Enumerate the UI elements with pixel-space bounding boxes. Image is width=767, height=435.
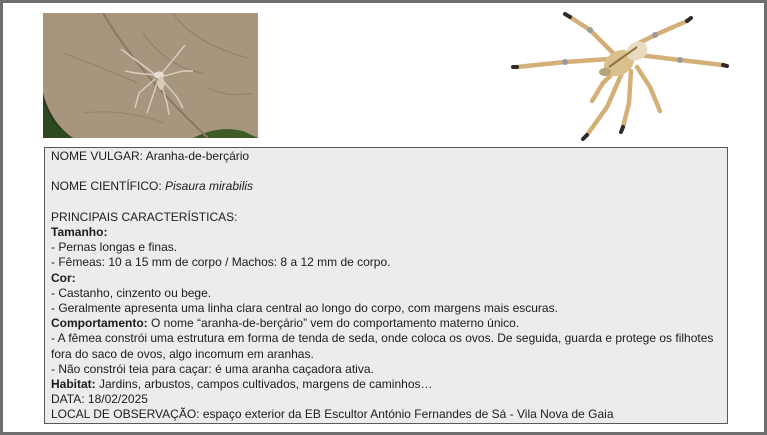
scientific-name-value: Pisaura mirabilis — [165, 179, 254, 194]
habitat-line — [51, 377, 721, 392]
size-line: - Pernas longas e finas. — [51, 240, 178, 255]
spider-on-leaf-photo — [43, 13, 258, 138]
behavior-text: O nome “aranha-de-berçário” vem do comportamento materno único. — [147, 316, 520, 331]
color-heading: Cor: — [51, 270, 76, 285]
behavior-detail-line: - Não constrói teia para caçar: é uma aranha caçadora ativa. — [51, 361, 374, 376]
color-line: - Geralmente apresenta uma linha clara central ao longo do corpo, com margens mais escuras. — [51, 301, 558, 315]
color-line: - Castanho, cinzento ou bege. — [51, 285, 212, 300]
habitat-heading: Habitat: — [51, 377, 96, 392]
size-line: - Fêmeas: 10 a 15 mm de corpo / Machos: 8 a 12 mm de corpo. — [51, 255, 391, 270]
habitat-text: Jardins, arbustos, campos cultivados, margens de caminhos… — [95, 377, 433, 392]
spacer — [51, 195, 721, 210]
characteristics-heading: PRINCIPAIS CARACTERÍSTICAS: — [51, 209, 238, 224]
behavior-detail-line: - A fêmea constrói uma estrutura em forma de tenda de seda, onde coloca os ovos. De seguida, guarda e protege os filhotes fora do saco de ovos, algo incomum em aranhas. — [51, 331, 714, 361]
behavior-heading: Comportamento: — [51, 316, 148, 331]
scientific-name-line — [51, 179, 721, 194]
behavior-line — [51, 316, 721, 331]
spider-top-view-photo — [505, 5, 758, 145]
scientific-name-label: NOME CIENTÍFICO: — [51, 179, 165, 194]
spacer — [51, 164, 721, 179]
common-name-value: Aranha-de-berçário — [145, 149, 250, 163]
common-name-line — [51, 149, 721, 164]
location-line: LOCAL DE OBSERVAÇÃO: espaço exterior da EB Escultor António Fernandes de Sá - Vila Nova de Gaia — [51, 407, 614, 422]
date-line: DATA: 18/02/2025 — [51, 392, 148, 407]
size-heading: Tamanho: — [51, 224, 108, 239]
species-info-card — [44, 147, 728, 424]
common-name-label: NOME VULGAR: — [51, 149, 146, 163]
